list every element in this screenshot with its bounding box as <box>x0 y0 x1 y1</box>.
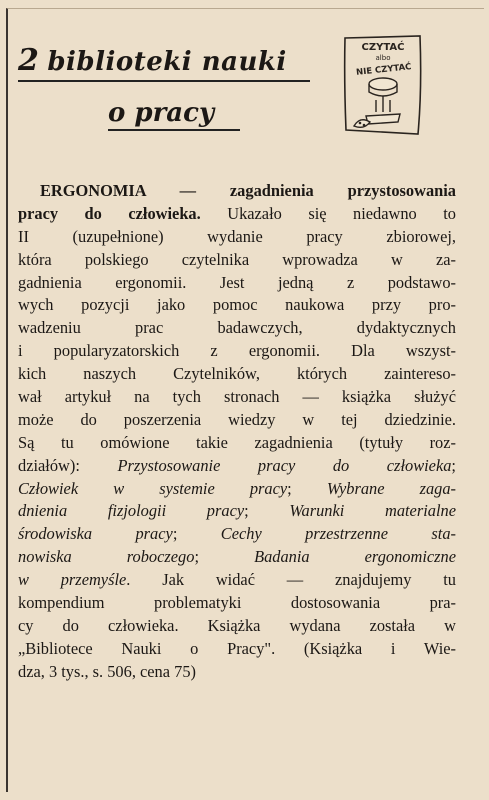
article-text-run: ERGONOMIA — zagadnienia przystosowania <box>40 181 456 200</box>
article-line <box>18 500 456 523</box>
article-text-run: wał artykuł na tych stronach — książka służyć <box>18 387 456 407</box>
article-text-run: środowiska pracy <box>18 524 173 544</box>
article-body <box>18 180 456 684</box>
article-line <box>18 363 456 386</box>
article-line <box>18 272 456 295</box>
article-line <box>18 317 456 340</box>
article-text-run: Przystosowanie pracy do człowieka <box>117 455 452 475</box>
heading-line-1-text: biblioteki nauki <box>47 47 287 77</box>
heading-underline-2 <box>108 129 240 131</box>
article-text-run: wadzeniu prac badawczych, dydaktycznych <box>18 318 456 338</box>
article-line <box>18 661 456 684</box>
article-text-run: ; <box>244 501 290 521</box>
article-text-run: może do poszerzenia wiedzy w tej dziedzinie. <box>18 409 456 429</box>
article-line <box>18 432 456 455</box>
article-line <box>18 592 456 615</box>
article-text-run: „Bibliotece Nauki o Pracy". (Książka i Wie- <box>18 638 456 658</box>
article-text-run: wych pozycji jako pomoc naukowa przy pro- <box>18 295 456 315</box>
section-heading <box>18 43 338 128</box>
article-line <box>18 340 456 363</box>
article-line <box>18 249 456 272</box>
reading-lamp-and-book-icon <box>340 30 426 142</box>
article-text-run: ; <box>287 478 327 498</box>
article-text-run: Badania ergonomiczne <box>254 547 456 567</box>
article-text-run: Cechy przestrzenne sta- <box>220 524 456 544</box>
article-line <box>18 455 456 478</box>
article-line <box>18 386 456 409</box>
article-text-run: kich naszych Czytelników, których zaintereso- <box>18 364 456 384</box>
article-text-run: Warunki materialne <box>289 501 456 521</box>
article-text-run: cy do człowieka. Książka wydana została w <box>18 615 456 635</box>
article-text-run: nowiska roboczego <box>18 547 195 567</box>
read-or-not-stamp <box>340 30 426 142</box>
heading-line-2: o pracy <box>108 98 215 128</box>
article-line <box>18 409 456 432</box>
heading-line-1 <box>18 43 338 78</box>
article-line <box>18 294 456 317</box>
stamp-top-text: CZYTAĆ <box>361 42 405 53</box>
article-line <box>18 546 456 569</box>
article-text-run: ; <box>451 455 456 475</box>
article-line <box>18 615 456 638</box>
heading-underline-1 <box>18 80 310 82</box>
stamp-bottom-text: NIE CZYTAĆ <box>355 62 412 78</box>
article-text-run: dza, 3 tys., s. 506, cena 75) <box>18 661 196 681</box>
article-text-run: dnienia fizjologii pracy <box>18 501 245 521</box>
article-text-run: II (uzupełnione) wydanie pracy zbiorowej, <box>18 226 456 246</box>
article-text-run: ; <box>194 547 255 567</box>
article-text-run: pracy do człowieka. <box>18 203 201 223</box>
article-line <box>18 203 456 226</box>
article-text-run: gadnienia ergonomii. Jest jedną z podstawo- <box>18 272 456 292</box>
article-text-run: kompendium problematyki dostosowania pra- <box>18 593 456 613</box>
article-text-run: . Jak widać — znajdujemy tu <box>126 570 456 590</box>
article-line <box>18 226 456 249</box>
article-line <box>18 180 456 203</box>
article-text-run: w przemyśle <box>18 570 127 590</box>
article-text-run: która polskiego czytelnika wprowadza w za- <box>18 249 456 269</box>
article-line <box>18 569 456 592</box>
article-text-run: ; <box>172 524 221 544</box>
article-text-run: działów): <box>18 455 118 475</box>
article-text-run: i popularyzatorskich z ergonomii. Dla wszyst- <box>18 341 456 361</box>
article-text-run: Wybrane zaga- <box>326 478 457 498</box>
stamp-middle-text: albo <box>375 54 391 62</box>
article-text-run: Ukazało się niedawno to <box>200 203 456 223</box>
article-line <box>18 523 456 546</box>
article-line <box>18 478 456 501</box>
article-line <box>18 638 456 661</box>
article-text-run: Są tu omówione takie zagadnienia (tytuły roz- <box>18 432 456 452</box>
article-text-run: Człowiek w systemie pracy <box>18 478 288 498</box>
heading-number: 2 <box>18 43 40 78</box>
